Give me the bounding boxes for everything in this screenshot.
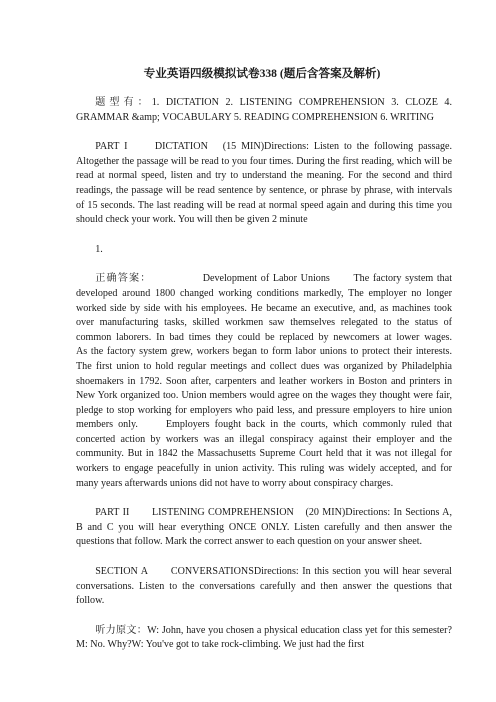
transcript-paragraph [76,624,452,653]
question-number: 1. [95,243,103,255]
part2-listening-directions: PART II LISTENING COMPREHENSION (20 MIN)Directions: In Sections A, B and C you will hear everything ONCE ONLY. Listen carefully and then answer the questions that follow. Mark the correct answer to each question on your answer sheet. [76,507,452,548]
question-types-list: 1. DICTATION 2. LISTENING COMPREHENSION 3. CLOZE 4. GRAMMAR &amp; VOCABULARY 5. READING COMPREHENSION 6. WRITING [76,97,453,123]
section-a-directions: SECTION A CONVERSATIONSDirections: In this section you will hear several conversations. Listen to the conversations carefully and then answer the questions that follow. [76,566,452,607]
answer-text: Development of Labor Unions The factory system that developed around 1800 changed working conditions markedly, The employer no longer worked side by side with his employees. He became an executive, and, as machines took over manufacturing tasks, skilled workmen saw themselves relegated to the status of common laborers. In bad times they could be replaced by newcomers at lower wages. As the factory system grew, workers began to form labor unions to protect their interests. The first union to hold regular meetings and collect dues was organized by Philadelphia shoemakers in 1792. Soon after, carpenters and leather workers in Boston and printers in New York organized too. Union members would agree on the wages they thought were fair, pledge to stop working for employers who paid less, and pressure employers to hire union members only. Employers fought back in the courts, which commonly ruled that concerted action by workers was an illegal conspiracy against their employer and the community. But in 1842 the Massachusetts Supreme Court held that it was not illegal for workers to engage peacefully in union activity. This ruling was widely accepted, and for many years afterwards unions did not have to worry about conspiracy charges. [76,273,473,489]
document-title: 专业英语四级模拟试卷338 (题后含答案及解析) [143,67,381,80]
question-types [76,96,452,125]
answer-paragraph [76,272,473,491]
part1-dictation-directions: PART I DICTATION (15 MIN)Directions: Listen to the following passage. Altogether the passage will be read to you four times. During the first reading, which will be read at normal speed, listen and try to understand the meaning. For the second and third readings, the passage will be read sentence by sentence, or phrase by phrase, with intervals of 15 seconds. The last reading will be read at normal speed again and during this time you should check your work. You will then be given 2 minute [76,141,452,226]
answer-label: 正确答案： [95,273,147,285]
transcript-text: W: John, have you chosen a physical education class yet for this semester?M: No. Why?W: You've got to take rock-climbing. We just had the first [76,624,452,651]
transcript-label: 听力原文： [95,624,148,636]
question-types-label: 题型有： [95,97,152,108]
